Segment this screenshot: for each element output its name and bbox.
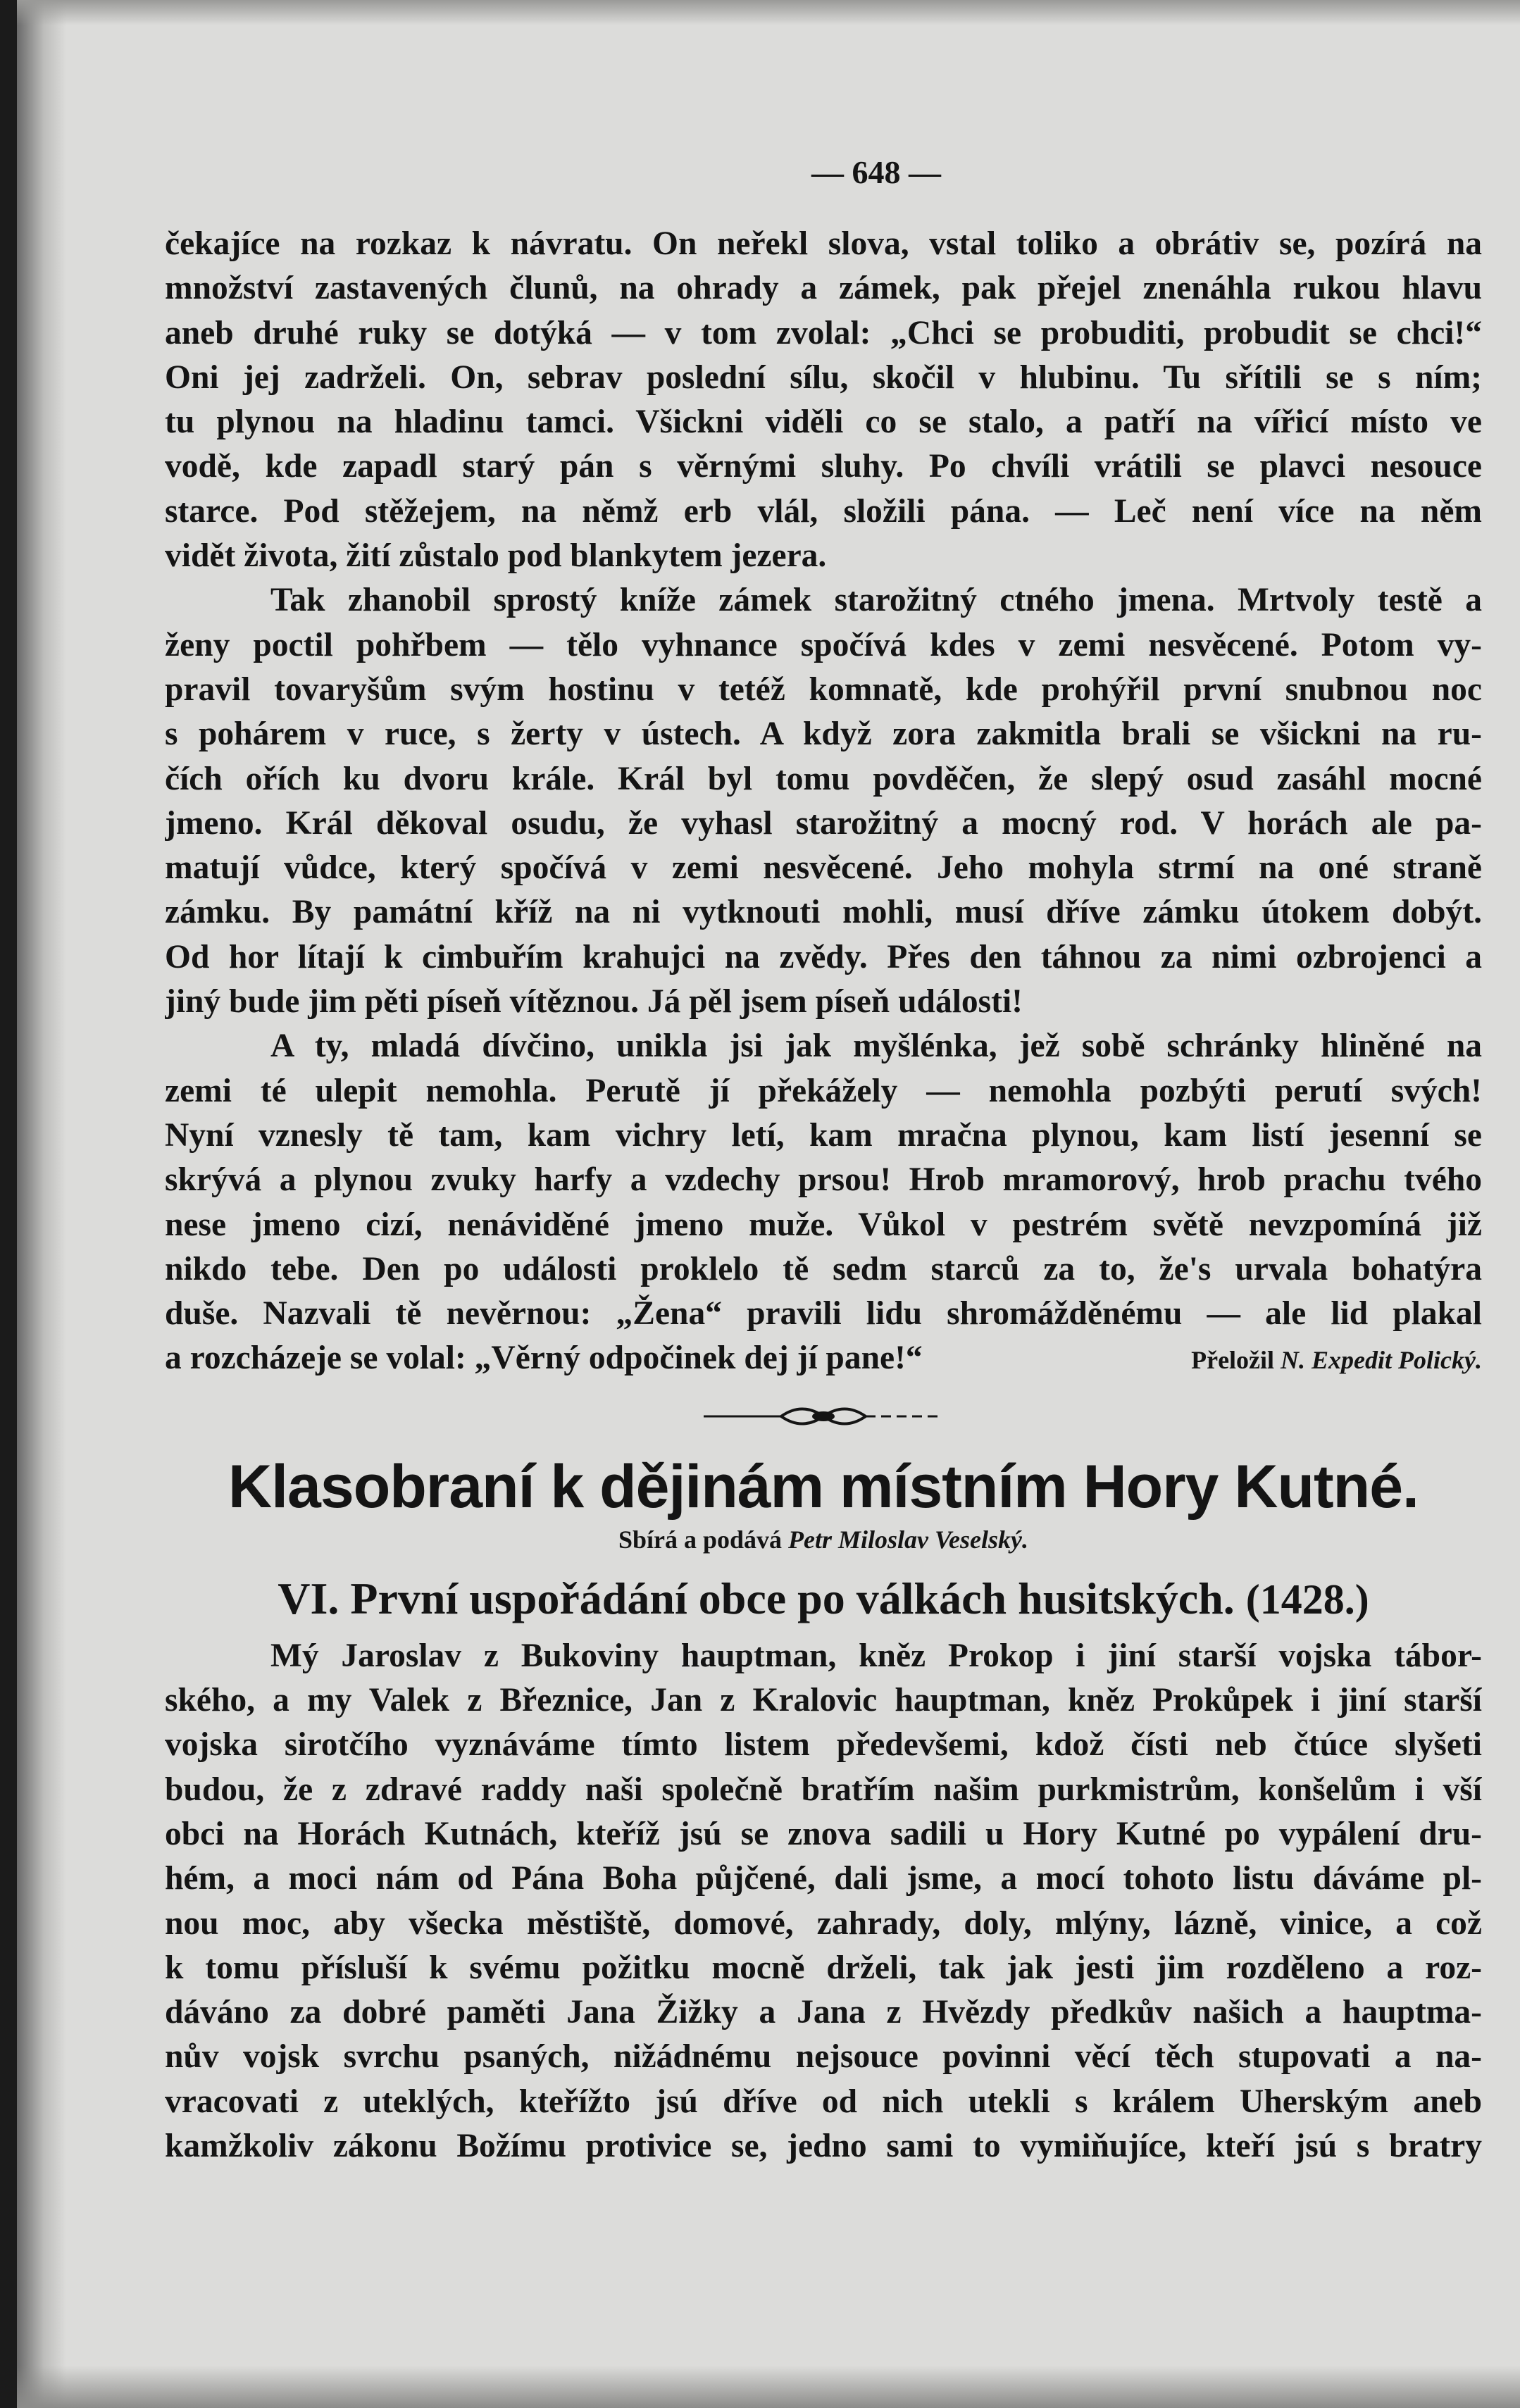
closing-line (165, 1336, 1482, 1380)
document-paragraph (165, 1634, 1482, 2169)
text-line: obci na Horách Kutnách, kteříž jsú se znova sadili u Hory Kutné po vypálení dru- (165, 1815, 1482, 1852)
text-line: nikdo tebe. Den po události proklelo tě sedm starců za to, že's urvala bohatýra (165, 1250, 1482, 1287)
poem-paragraph (165, 578, 1482, 1024)
text-line: kamžkoliv zákonu Božímu protivice se, jedno sami to vymiňujíce, kteří jsú s bratry (165, 2127, 1482, 2164)
page-edge-shadow-top (17, 0, 1520, 25)
text-line: hém, a moci nám od Pána Boha půjčené, dali jsme, a mocí tohoto listu dáváme pl- (165, 1860, 1482, 1897)
section-divider-ornament (165, 1402, 1482, 1430)
text-line: k tomu přísluší k svému požitku mocně drželi, tak jak jesti jim rozděleno a roz- (165, 1949, 1482, 1986)
page-content (165, 151, 1482, 2169)
text-line: Nyní vznesly tě tam, kam vichry letí, kam mračna plynou, kam listí jesenní se (165, 1116, 1482, 1154)
text-line: zemi té ulepit nemohla. Perutě jí překážely — nemohla pozbýti perutí svých! (165, 1072, 1482, 1109)
byline (165, 1522, 1482, 1557)
text-line: ženy poctil pohřbem — tělo vyhnance spočívá kdes v zemi nesvěcené. Potom vy- (165, 626, 1482, 663)
text-line: ského, a my Valek z Březnice, Jan z Kralovic hauptman, kněz Prokůpek i jiní starší (165, 1682, 1482, 1719)
text-line: tu plynou na hladinu tamci. Všickni viděli co se stalo, a patří na vířicí místo ve (165, 404, 1482, 441)
text-line: skrývá a plynou zvuky harfy a vzdechy prsou! Hrob mramorový, hrob prachu tvého (165, 1161, 1482, 1199)
text-line: vojska sirotčího vyznáváme tímto listem předevšemi, kdož čísti neb čtúce slyšeti (165, 1726, 1482, 1764)
chapter-heading-text: VI. První uspořádání obce po válkách husitských. (278, 1573, 1235, 1623)
text-line: Oni jej zadrželi. On, sebrav poslední sílu, skočil v hlubinu. Tu sřítili se s ním; (165, 358, 1482, 396)
text-line: čekajíce na rozkaz k návratu. On neřekl slova, vstal toliko a obrátiv se, pozírá na (165, 225, 1482, 262)
scanned-page (17, 0, 1520, 2408)
text-line: jiný bude jim pěti píseň vítěznou. Já pěl jsem píseň události! (165, 983, 1023, 1021)
page-number: — 648 — (811, 154, 941, 190)
text-line: s pohárem v ruce, s žerty v ústech. A když zora zakmitla brali se všickni na ru- (165, 716, 1482, 753)
poem-paragraph (165, 222, 1482, 578)
translator-credit (1191, 1345, 1482, 1375)
text-line: vracovati z uteklých, kteřížto jsú dříve od nich utekli s králem Uherským aneb (165, 2083, 1482, 2120)
text-line: Tak zhanobil sprostý kníže zámek starožitný ctného jmena. Mrtvoly testě a (270, 582, 1482, 619)
byline-name: Petr Miloslav Veselský. (788, 1525, 1029, 1554)
text-line: nese jmeno cizí, nenáviděné jmeno muže. Vůkol v pestrém světě nevzpomíná již (165, 1206, 1482, 1243)
translator-name: N. Expedit Polický. (1281, 1346, 1482, 1375)
text-line: Od hor lítají k cimbuřím krahujci na zvědy. Přes den táhnou za nimi ozbrojenci a (165, 938, 1482, 975)
text-line: nou moc, aby všecka městiště, domové, zahrady, doly, mlýny, lázně, vinice, a což (165, 1904, 1482, 1942)
chapter-heading-year: (1428.) (1245, 1576, 1369, 1623)
poem-paragraph (165, 1024, 1482, 1380)
text-line: čích ořích ku dvoru krále. Král byl tomu povděčen, že slepý osud zasáhl mocné (165, 760, 1482, 797)
text-line: vodě, kde zapadl starý pán s věrnými sluhy. Po chvíli vrátili se plavci nesouce (165, 448, 1482, 485)
text-line: starce. Pod stěžejem, na němž erb vlál, složili pána. — Leč není více na něm (165, 492, 1482, 530)
translator-prefix: Přeložil (1191, 1346, 1275, 1375)
text-line: aneb druhé ruky se dotýká — v tom zvolal: „Chci se probuditi, probudit se chci!“ (165, 314, 1482, 351)
closing-text: a rozcházeje se volal: „Věrný odpočinek dej jí pane!“ (165, 1340, 923, 1377)
text-line: budou, že z zdravé raddy naši společně bratřím našim purkmistrům, konšelům i vší (165, 1771, 1482, 1808)
byline-prefix: Sbírá a podává (618, 1525, 783, 1554)
text-line: nův vojsk svrchu psaných, nižádnému nejsouce povinni věcí těch stupovati a na- (165, 2038, 1482, 2076)
chapter-heading (165, 1568, 1482, 1630)
text-line: dáváno za dobré paměti Jana Žižky a Jana z Hvězdy předkův našich a hauptma- (165, 1994, 1482, 2031)
text-line: A ty, mladá dívčino, unikla jsi jak myšlénka, jež sobě schránky hliněné na (270, 1028, 1482, 1065)
text-line: Mý Jaroslav z Bukoviny hauptman, kněz Prokop i jiní starší vojska tábor- (270, 1637, 1482, 1674)
text-line: pravil tovaryšům svým hostinu v tetéž komnatě, kde prohýřil první snubnou noc (165, 670, 1482, 708)
page-edge-shadow-bottom (17, 2366, 1520, 2408)
ornament-icon (704, 1402, 943, 1430)
page-edge-shadow-left (17, 0, 66, 2408)
section-title: Klasobraní k dějinám místním Hory Kutné. (228, 1452, 1419, 1521)
text-line: matují vůdce, který spočívá v zemi nesvěcené. Jeho mohyla strmí na oné straně (165, 849, 1482, 887)
text-line: množství zastavených člunů, na ohrady a zámek, pak přejel znenáhla rukou hlavu (165, 270, 1482, 307)
text-line: vidět života, žití zůstalo pod blankytem jezera. (165, 537, 827, 575)
text-line: zámku. By památní kříž na ni vytknouti mohli, musí dříve zámku útokem dobýt. (165, 894, 1482, 931)
text-line: jmeno. Král děkoval osudu, že vyhasl starožitný a mocný rod. V horách ale pa- (165, 804, 1482, 842)
text-line: duše. Nazvali tě nevěrnou: „Žena“ pravili lidu shromážděnému — ale lid plakal (165, 1295, 1482, 1333)
